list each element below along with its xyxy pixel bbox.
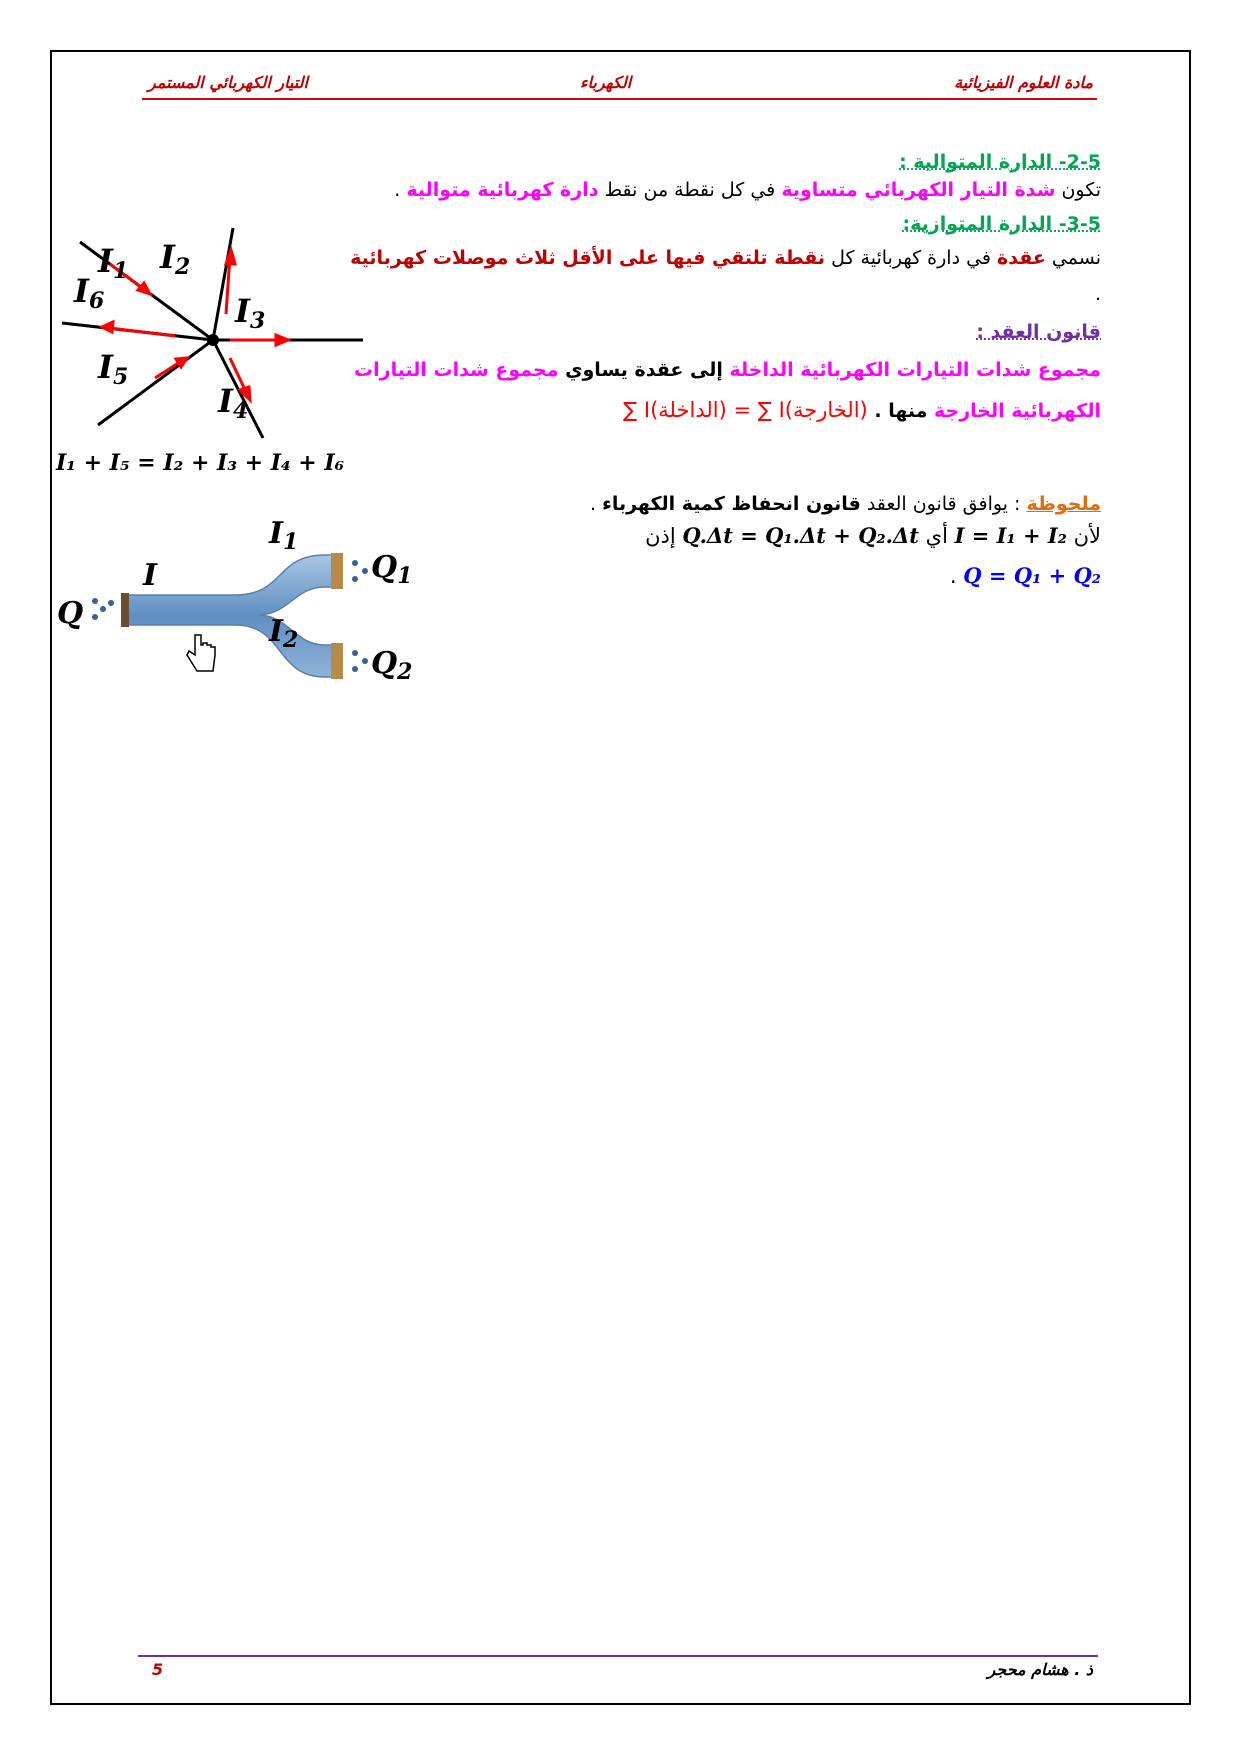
note-line-1: ملحوظة : يوافق قانون العقد قانون انحفاظ كمية الكهرباء . <box>590 493 1101 515</box>
pipe-label-I: I <box>143 558 158 593</box>
pipe-label-I1: $I_1$ <box>269 516 299 555</box>
header-rule <box>142 98 1097 100</box>
parallel-text: نسمي عقدة في دارة كهربائية كل نقطة تلتقي فيها على الأقل ثلاث موصلات كهربائية . <box>350 247 1101 305</box>
label-I4: I4 <box>218 382 249 424</box>
label-I1: I1 <box>98 242 129 284</box>
series-heading: 2-5- الدارة المتوالية : <box>899 151 1101 173</box>
label-I2: I2 <box>160 238 191 280</box>
law-heading: قانون العقد : <box>976 321 1101 343</box>
series-text: تكون شدة التيار الكهربائي متساوية في كل نقطة من نقط دارة كهربائية متوالية . <box>394 179 1101 201</box>
page-number: 5 <box>152 1660 164 1679</box>
node-point <box>207 334 219 346</box>
header-lesson: التيار الكهربائي المستمر <box>148 73 308 92</box>
node-caption: I₁ + I₅ = I₂ + I₃ + I₄ + I₆ <box>56 450 345 476</box>
parallel-heading: 3-5- الدارة المتوازية: <box>902 213 1101 235</box>
note-line-2: لأن I = I₁ + I₂ أي Q.Δt = Q₁.Δt + Q₂.Δt إذن <box>645 523 1101 548</box>
label-I3: I3 <box>235 292 266 334</box>
pipe-label-Q2: $Q_2$ <box>371 646 413 685</box>
pipe-label-I2: $I_2$ <box>269 614 299 653</box>
law-text: مجموع شدات التيارات الكهربائية الداخلة إلى عقدة يساوي مجموع شدات التيارات الكهربائية الخارجة منها . ∑ I(الداخلة) = ∑ I(الخارجة) <box>341 350 1101 431</box>
note-line-3: Q = Q₁ + Q₂ . <box>949 563 1101 588</box>
footer-author: ذ . هشام محجر <box>987 1660 1093 1679</box>
header-subject: مادة العلوم الفيزيائية <box>954 73 1093 92</box>
footer-rule <box>138 1655 1098 1657</box>
hand-cursor-icon <box>187 635 215 671</box>
label-I6: I6 <box>74 272 105 314</box>
pipe-label-Q: Q <box>57 596 84 631</box>
header-unit: الكهرباء <box>580 73 632 92</box>
node-law-formula: ∑ I(الداخلة) = ∑ I(الخارجة) <box>623 398 868 422</box>
pipe-label-Q1: $Q_1$ <box>371 550 413 589</box>
label-I5: I5 <box>98 348 129 390</box>
pipe-diagram <box>55 505 455 685</box>
